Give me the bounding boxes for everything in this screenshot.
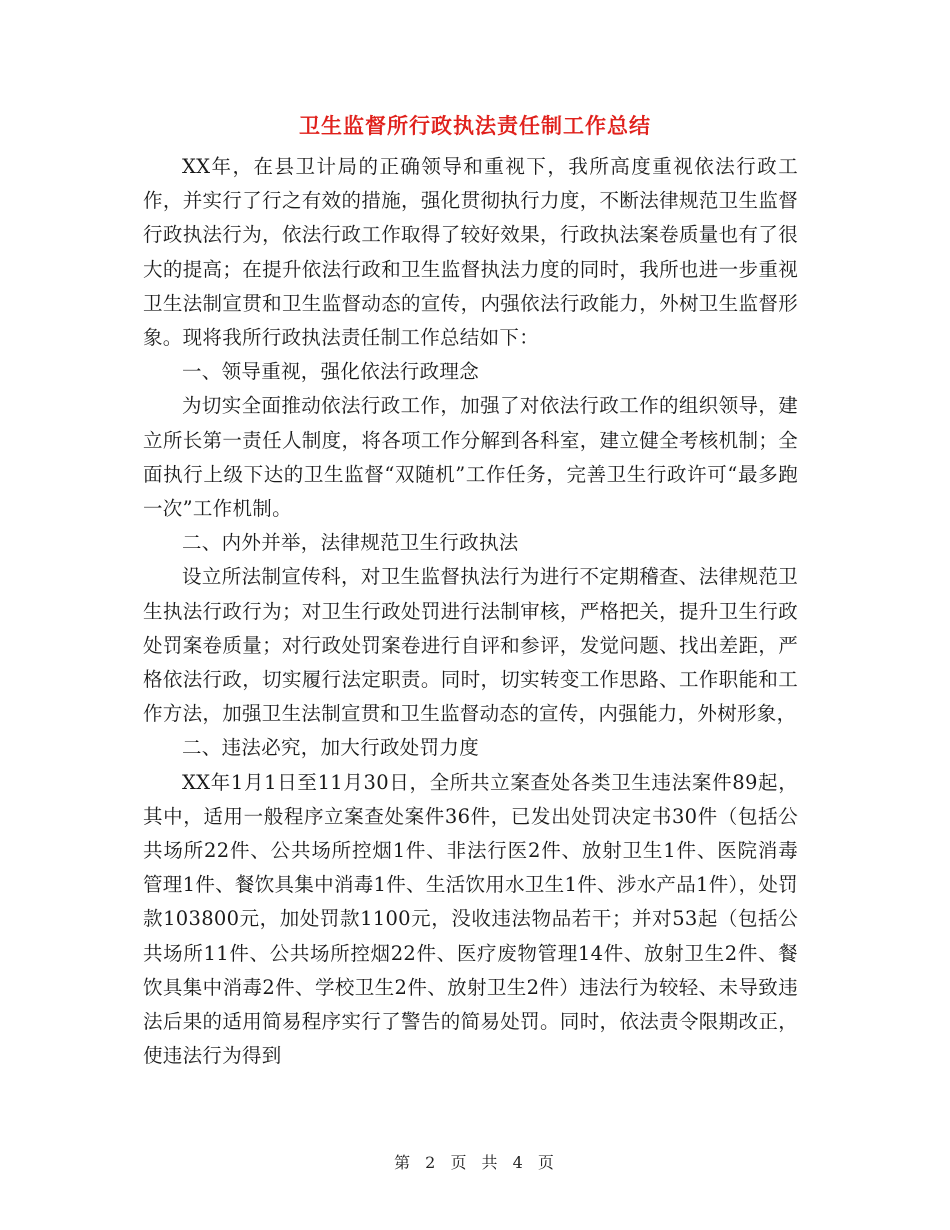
section-heading-3: 二、违法必究，加大行政处罚力度 (182, 736, 480, 760)
section-heading-1: 一、领导重视，强化依法行政理念 (182, 360, 480, 384)
document-title: 卫生监督所行政执法责任制工作总结 (299, 113, 651, 138)
page-number-footer: 第 2 页 共 4 页 (394, 1153, 556, 1172)
paragraph-section-2: 设立所法制宣传科，对卫生监督执法行为进行不定期稽查、法律规范卫生执法行政行为；对卫生行政处罚进行法制审核，严格把关，提升卫生行政处罚案卷质量；对行政处罚案卷进行自评和参评，发觉问题、找出差距，严格依法行政，切实履行法定职责。同时，切实转变工作思路、工作职能和工作方法，加强卫生法制宣贯和卫生监督动态的宣传，内强能力，外树形象， (143, 565, 798, 726)
paragraph-section-1: 为切实全面推动依法行政工作，加强了对依法行政工作的组织领导，建立所长第一责任人制度，将各项工作分解到各科室，建立健全考核机制；全面执行上级下达的卫生监督“双随机”工作任务，完善卫生行政许可“最多跑一次”工作机制。 (143, 394, 798, 521)
document-body (143, 150, 798, 1073)
paragraph-intro: XX年，在县卫计局的正确领导和重视下，我所高度重视依法行政工作，并实行了行之有效的措施，强化贯彻执行力度，不断法律规范卫生监督行政执法行为，依法行政工作取得了较好效果，行政执法案卷质量也有了很大的提高；在提升依法行政和卫生监督执法力度的同时，我所也进一步重视卫生法制宣贯和卫生监督动态的宣传，内强依法行政能力，外树卫生监督形象。现将我所行政执法责任制工作总结如下： (143, 155, 798, 350)
paragraph-section-3: XX年1月1日至11月30日，全所共立案查处各类卫生违法案件89起，其中，适用一般程序立案查处案件36件，已发出处罚决定书30件（包括公共场所22件、公共场所控烟1件、非法行医2件、放射卫生1件、医院消毒管理1件、餐饮具集中消毒1件、生活饮用水卫生1件、涉水产品1件），处罚款103800元，加处罚款1100元，没收违法物品若干；并对53起（包括公共场所11件、公共场所控烟22件、医疗废物管理14件、放射卫生2件、餐饮具集中消毒2件、学校卫生2件、放射卫生2件）违法行为较轻、未导致违法后果的适用简易程序实行了警告的简易处罚。同时，依法责令限期改正，使违法行为得到 (143, 770, 798, 1068)
section-heading-2: 二、内外并举，法律规范卫生行政执法 (182, 531, 519, 555)
